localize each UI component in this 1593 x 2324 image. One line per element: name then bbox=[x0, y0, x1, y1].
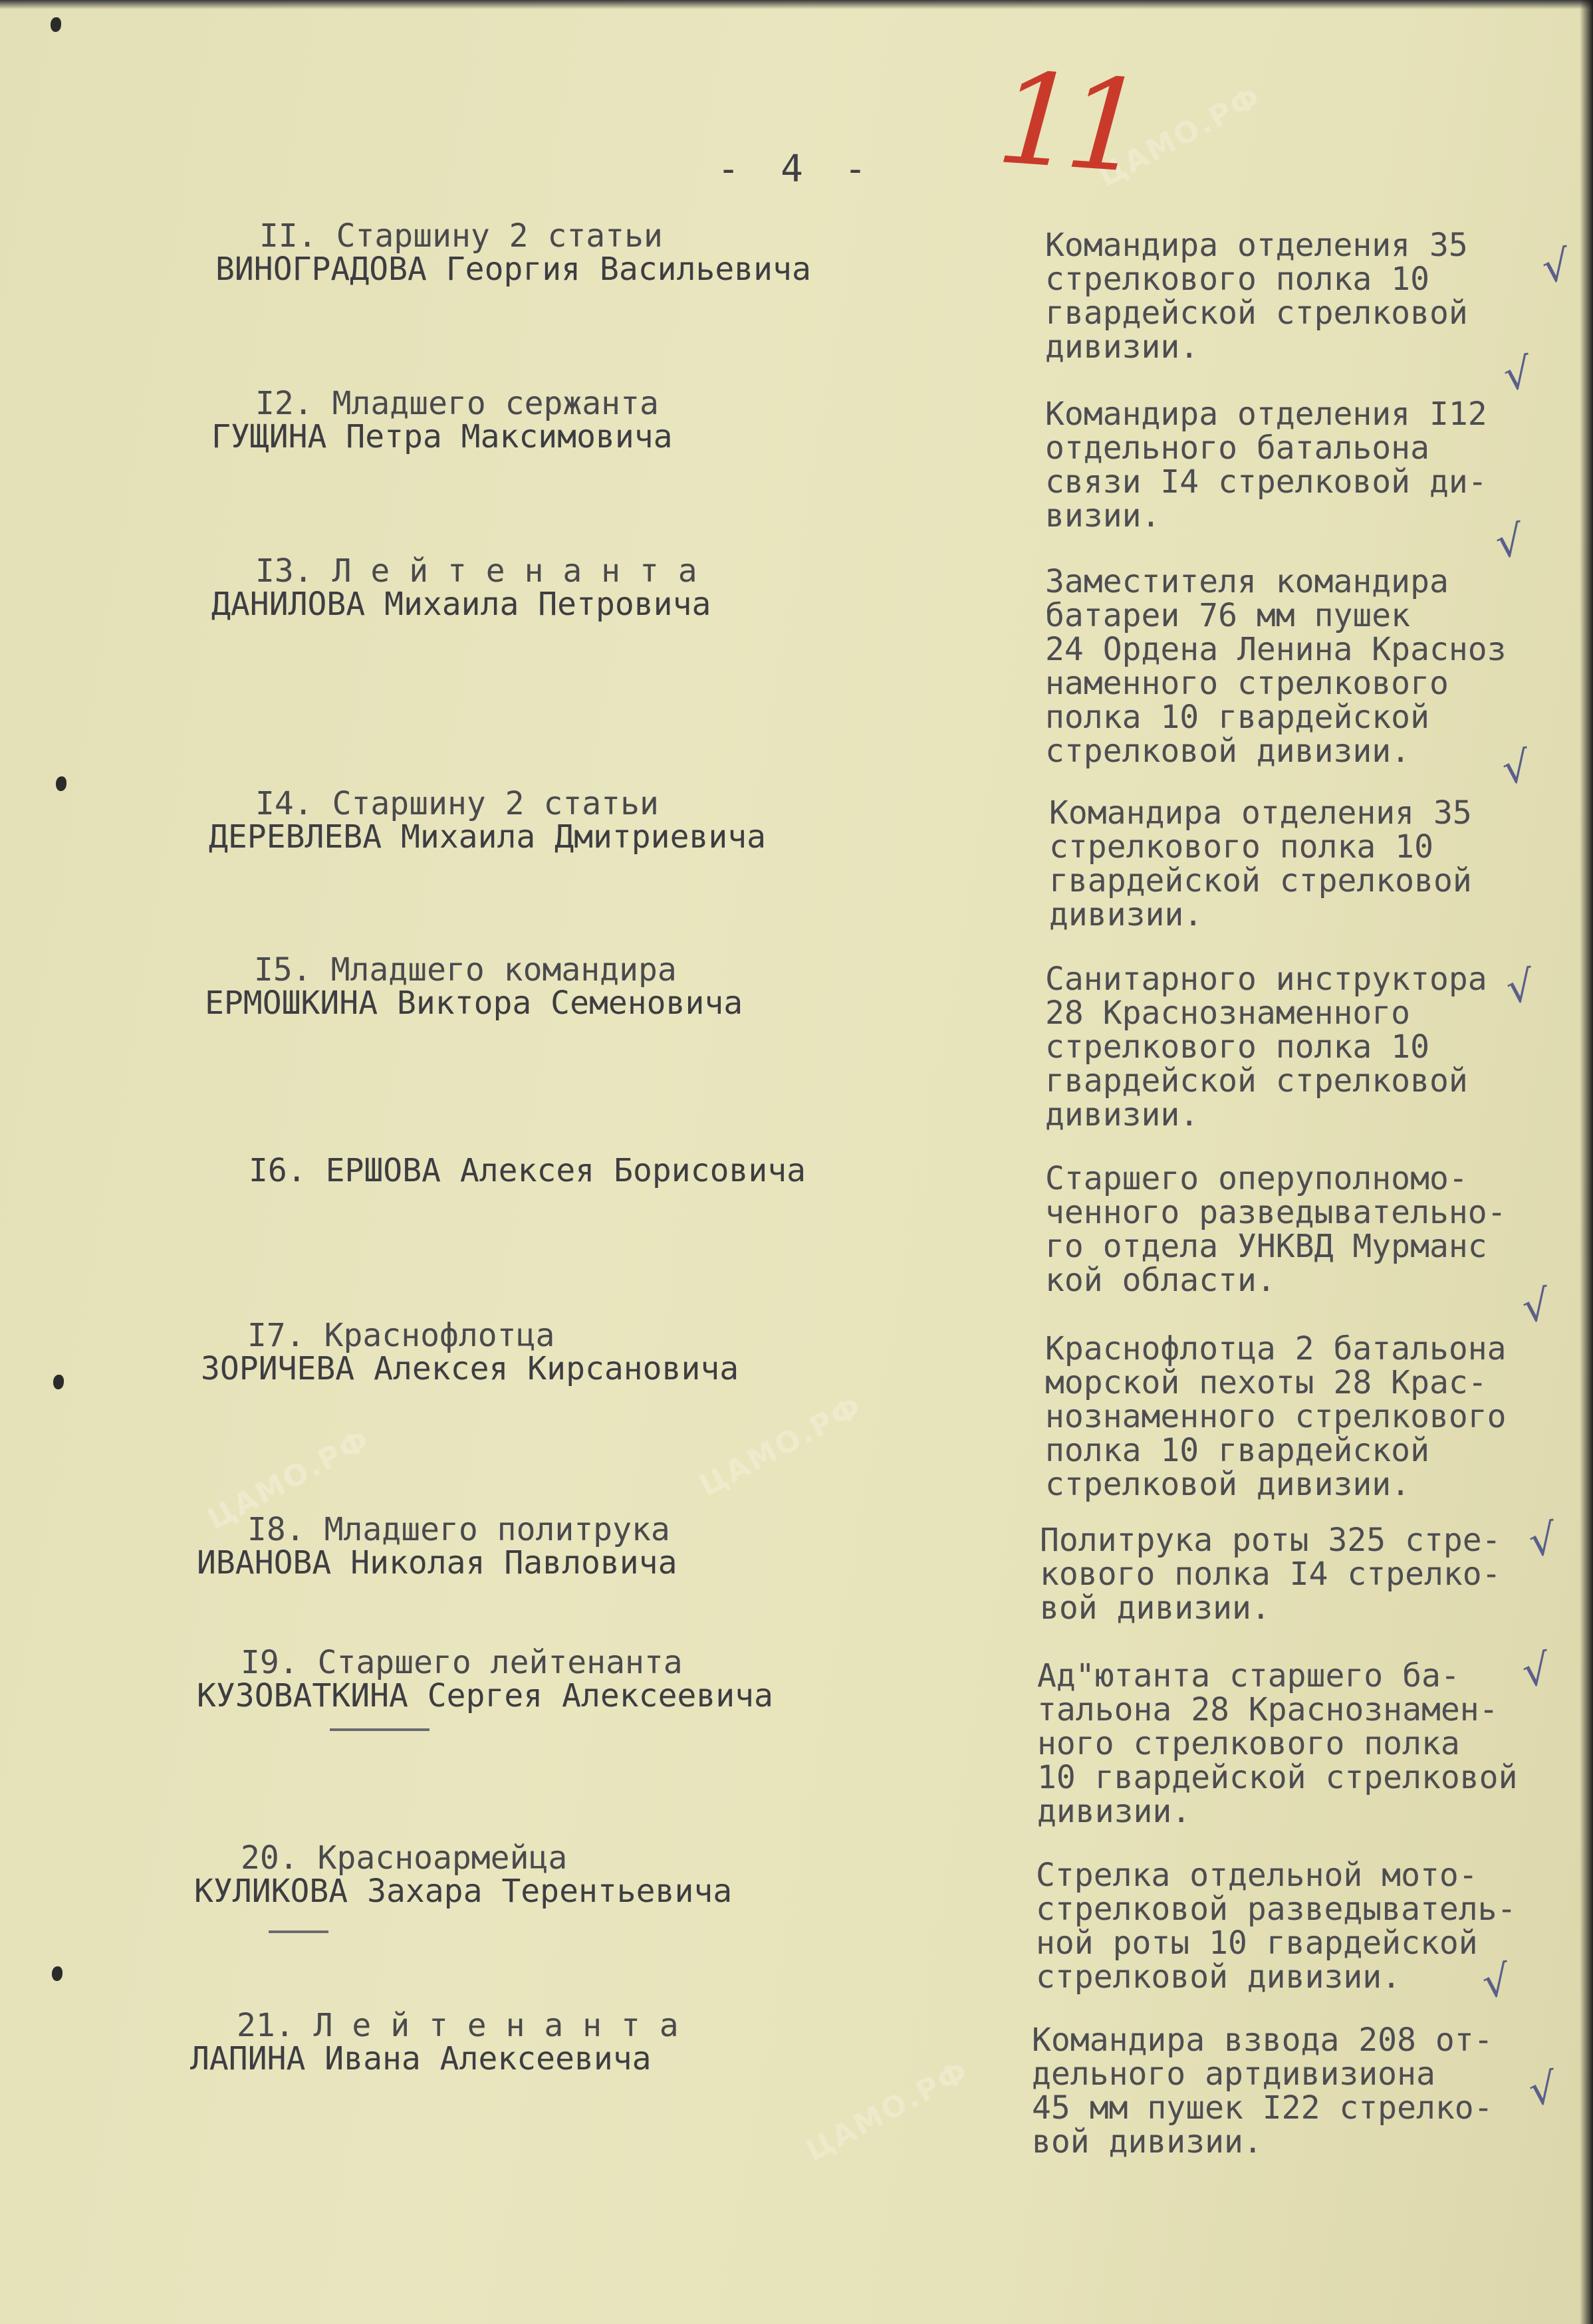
name-line: ЛАПИНА Ивана Алексеевича bbox=[190, 2040, 652, 2077]
watermark: ЦАМО.РФ bbox=[201, 1422, 376, 1537]
name-line: ВИНОГРАДОВА Георгия Васильевича bbox=[215, 251, 811, 288]
position-text: Командира взвода 208 от- дельного артдивизиона 45 мм пушек I22 стрелко- вой дивизии. bbox=[1032, 2022, 1493, 2160]
handwritten-underline bbox=[269, 1930, 328, 1933]
check-mark: √ bbox=[1499, 742, 1533, 795]
person-name bbox=[211, 387, 673, 453]
punch-hole bbox=[52, 1966, 62, 1981]
rank-line: II. Старшину 2 статьи bbox=[259, 217, 663, 255]
handwritten-underline bbox=[330, 1728, 429, 1731]
watermark: ЦАМО.РФ bbox=[693, 1389, 868, 1504]
position-text: Старшего оперуполномо- ченного разведывательно- го отдела УНКВД Мурманс кой области. bbox=[1045, 1160, 1507, 1299]
name-line: I6. ЕРШОВА Алексея Борисовича bbox=[249, 1152, 806, 1189]
person-name bbox=[205, 953, 743, 1020]
check-mark: √ bbox=[1493, 516, 1527, 569]
check-mark: √ bbox=[1501, 348, 1534, 402]
check-mark: √ bbox=[1479, 1956, 1513, 2009]
person-name bbox=[249, 1154, 806, 1187]
name-line: ИВАНОВА Николая Павловича bbox=[197, 1544, 677, 1581]
handwritten-mark: 11 bbox=[992, 45, 1140, 201]
name-line: ЕРМОШКИНА Виктора Семеновича bbox=[205, 985, 743, 1022]
rank-line: I7. Краснофлотца bbox=[247, 1317, 555, 1354]
rank-line: 21. Л е й т е н а н т а bbox=[237, 2007, 679, 2044]
rank-line: I3. Л е й т е н а н т а bbox=[255, 552, 697, 590]
person-name bbox=[197, 1513, 677, 1579]
person-name bbox=[194, 1841, 732, 1908]
watermark: ЦАМО.РФ bbox=[800, 2053, 975, 2168]
name-line: КУЗОВАТКИНА Сергея Алексеевича bbox=[197, 1677, 773, 1714]
check-mark: √ bbox=[1526, 2063, 1560, 2117]
name-line: ДАНИЛОВА Михаила Петровича bbox=[211, 586, 711, 623]
person-name bbox=[190, 2009, 679, 2075]
person-name bbox=[211, 554, 711, 621]
position-text: Заместителя командира батареи 76 мм пушек 24 Ордена Ленина Красноз наменного стрелкового полка 10 гвардейской стрелковой дивизии. bbox=[1045, 563, 1507, 770]
person-name bbox=[209, 787, 766, 854]
check-mark: √ bbox=[1519, 1280, 1553, 1334]
right-scan-edge bbox=[1580, 0, 1593, 2324]
name-line: ДЕРЕВЛЕВА Михаила Дмитриевича bbox=[209, 818, 767, 856]
check-mark: √ bbox=[1526, 1514, 1560, 1568]
page-number: - 4 - bbox=[717, 148, 876, 191]
person-name bbox=[201, 1319, 739, 1385]
position-text: Командира отделения 35 стрелкового полка 10 гвардейской стрелковой дивизии. bbox=[1049, 794, 1472, 933]
position-text: Ад"ютанта старшего ба- тальона 28 Краснознамен- ного стрелкового полка 10 гвардейской стрелковой дивизии. bbox=[1037, 1657, 1518, 1830]
rank-line: I9. Старшего лейтенанта bbox=[241, 1644, 683, 1681]
punch-hole bbox=[53, 1375, 64, 1389]
position-text: Краснофлотца 2 батальона морской пехоты 28 Крас- нознаменного стрелкового полка 10 гвардейской стрелковой дивизии. bbox=[1045, 1330, 1507, 1503]
rank-line: I2. Младшего сержанта bbox=[255, 385, 659, 422]
check-mark: √ bbox=[1503, 961, 1537, 1014]
top-scan-edge bbox=[0, 0, 1593, 9]
name-line: ГУЩИНА Петра Максимовича bbox=[211, 418, 673, 455]
rank-line: I4. Старшину 2 статьи bbox=[255, 785, 659, 822]
check-mark: √ bbox=[1519, 1645, 1553, 1698]
name-line: КУЛИКОВА Захара Терентьевича bbox=[194, 1873, 733, 1910]
watermark: ЦАМО.РФ bbox=[1092, 79, 1267, 194]
rank-line: I8. Младшего политрука bbox=[247, 1511, 670, 1548]
position-text: Политрука роты 325 стре- кового полка I4 стрелко- вой дивизии. bbox=[1040, 1522, 1501, 1627]
rank-line: 20. Красноармейца bbox=[241, 1839, 568, 1877]
name-line: ЗОРИЧЕВА Алексея Кирсановича bbox=[201, 1350, 739, 1387]
check-mark: √ bbox=[1539, 241, 1573, 294]
rank-line: I5. Младшего командира bbox=[254, 951, 677, 988]
position-text: Командира отделения 35 стрелкового полка 10 гвардейской стрелковой дивизии. bbox=[1045, 227, 1468, 366]
person-name bbox=[197, 1646, 773, 1712]
position-text: Стрелка отдельной мото- стрелковой разведыватель- ной роты 10 гвардейской стрелковой дивизии. bbox=[1036, 1857, 1517, 1996]
person-name bbox=[215, 219, 811, 286]
position-text: Санитарного инструктора 28 Краснознаменного стрелкового полка 10 гвардейской стрелковой дивизии. bbox=[1045, 961, 1487, 1133]
punch-hole bbox=[51, 17, 61, 32]
position-text: Командира отделения I12 отдельного батальона связи I4 стрелковой ди- визии. bbox=[1045, 396, 1487, 534]
punch-hole bbox=[56, 776, 66, 791]
